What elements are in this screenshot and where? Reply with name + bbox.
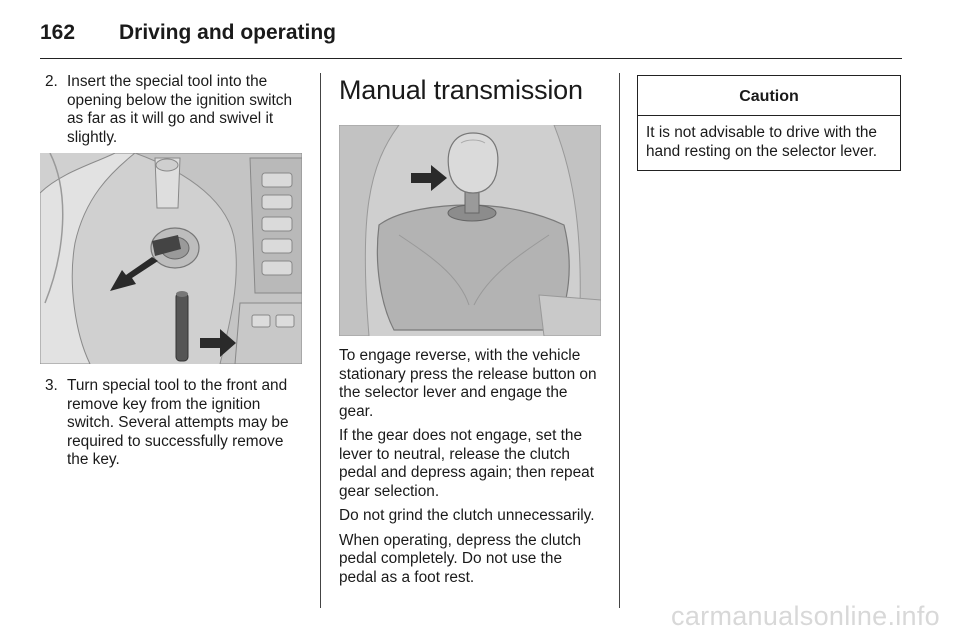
step-number: 3.: [45, 377, 58, 394]
page-header: [40, 16, 336, 50]
left-column: [40, 73, 304, 470]
gear-selector-lever-illustration: [339, 125, 601, 336]
right-column: [637, 75, 901, 171]
step-text: Insert the special tool into the opening below the ignition switch as far as it will go and swivel it slightly.: [67, 73, 293, 146]
caution-box: [637, 75, 901, 171]
step-number: 2.: [45, 73, 58, 90]
page-number: 162: [40, 21, 76, 44]
step-text: Turn special tool to the front and remove key from the ignition switch. Several attempts may be required to successfully remove the key.: [67, 377, 289, 468]
section-title: Manual transmission: [339, 75, 583, 105]
paragraph: If the gear does not engage, set the lever to neutral, release the clutch pedal and depress again; then repeat gear selection.: [339, 427, 594, 500]
instructions-text: [339, 347, 603, 587]
chapter-title: Driving and operating: [119, 21, 337, 44]
step-3: [40, 377, 304, 470]
watermark: carmanualsonline.info: [671, 601, 940, 631]
column-divider-1: [320, 73, 321, 608]
header-divider: [40, 58, 902, 59]
paragraph: When operating, depress the clutch pedal completely. Do not use the pedal as a foot rest.: [339, 531, 582, 586]
paragraph: To engage reverse, with the vehicle stationary press the release button on the selector lever and engage the gear.: [339, 347, 597, 420]
caution-text: It is not advisable to drive with the hand resting on the selector lever.: [646, 124, 878, 160]
ignition-switch-tool-illustration: [40, 153, 302, 364]
caution-title: Caution: [638, 76, 900, 116]
column-divider-2: [619, 73, 620, 608]
step-2: [40, 73, 304, 147]
middle-column: [339, 73, 603, 593]
paragraph: Do not grind the clutch unnecessarily.: [339, 507, 595, 524]
